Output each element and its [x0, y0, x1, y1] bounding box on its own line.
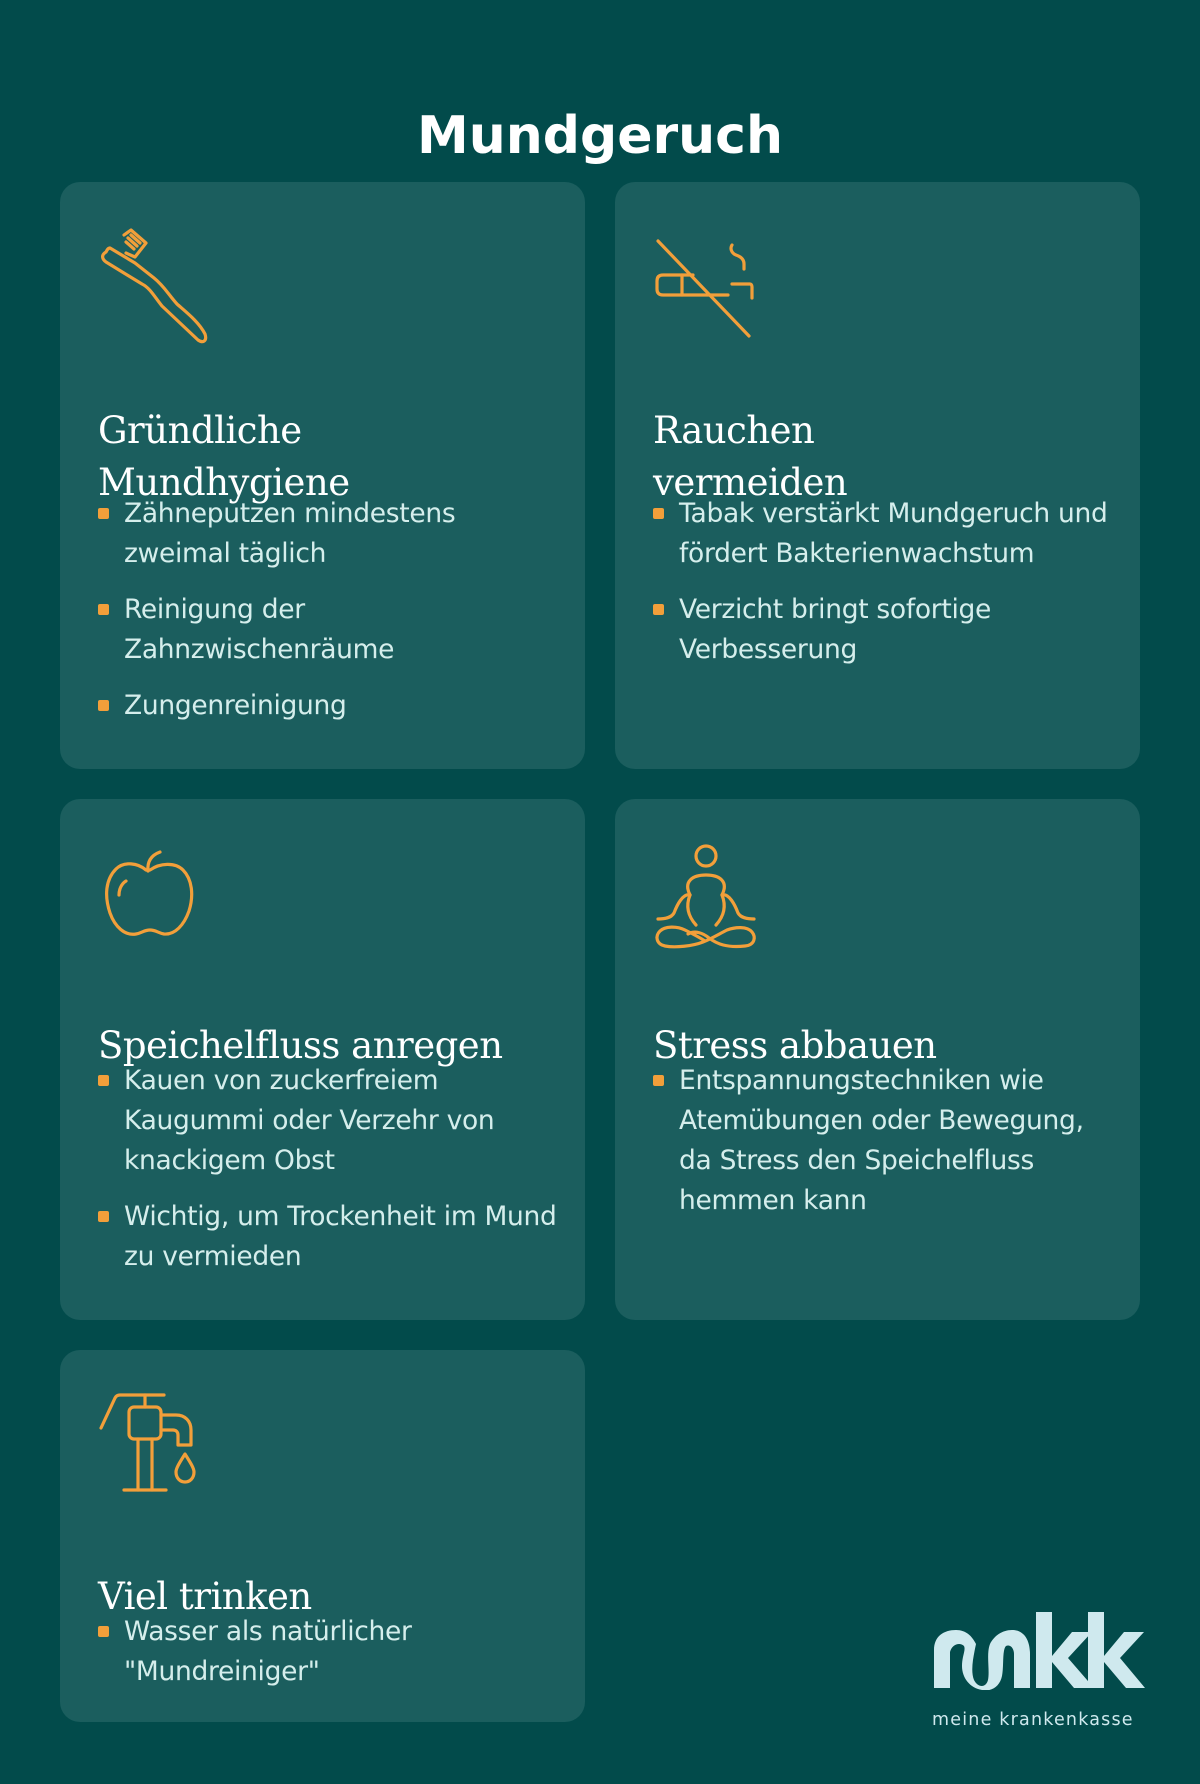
water-tap-icon [98, 1390, 208, 1510]
list-item: Entspannungstechniken wie Atemübungen oder Bewegung, da Stress den Speichelfluss hemmen kann [653, 1061, 1120, 1221]
list-item: Wasser als natürlicher "Mundreiniger" [98, 1612, 565, 1692]
tip-card-stress [615, 799, 1140, 1320]
tip-card-speichelfluss [60, 799, 585, 1320]
bullet-icon [98, 1075, 109, 1086]
tip-card-mundhygiene [60, 182, 585, 769]
list-item: Wichtig, um Trockenheit im Mund zu vermieden [98, 1197, 565, 1277]
bullet-icon [98, 604, 109, 615]
bullet-icon [98, 700, 109, 711]
toothbrush-icon [98, 226, 208, 346]
list-item: Zungenreinigung [98, 686, 565, 726]
list-item: Verzicht bringt sofortige Verbesserung [653, 590, 1120, 670]
list-item: Kauen von zuckerfreiem Kaugummi oder Verzehr von knackigem Obst [98, 1061, 565, 1181]
no-smoking-icon [653, 234, 763, 354]
bullet-list [98, 1061, 565, 1293]
mkk-logo-mark-icon [930, 1610, 1145, 1690]
card-title: Gründliche Mundhygiene [98, 408, 350, 504]
bullet-list [653, 494, 1120, 686]
logo-tagline: meine krankenkasse [932, 1710, 1134, 1730]
bullet-icon [98, 1626, 109, 1637]
tip-card-trinken [60, 1350, 585, 1722]
list-item: Tabak verstärkt Mundgeruch und fördert Bakterienwachstum [653, 494, 1120, 574]
bullet-icon [653, 604, 664, 615]
bullet-icon [98, 1211, 109, 1222]
meditation-icon [653, 845, 763, 965]
card-title: Speichelfluss anregen [98, 1023, 503, 1067]
bullet-list [653, 1061, 1120, 1237]
bullet-list [98, 494, 565, 742]
bullet-icon [653, 1075, 664, 1086]
bullet-icon [653, 508, 664, 519]
bullet-list [98, 1612, 565, 1708]
list-item: Zähneputzen mindestens zweimal täglich [98, 494, 565, 574]
card-title: Rauchen vermeiden [653, 408, 848, 504]
card-title: Viel trinken [98, 1574, 312, 1618]
bullet-icon [98, 508, 109, 519]
list-item: Reinigung der Zahnzwischenräume [98, 590, 565, 670]
card-title: Stress abbauen [653, 1023, 937, 1067]
page-title: Mundgeruch [416, 105, 783, 166]
tip-card-rauchen [615, 182, 1140, 769]
apple-icon [98, 847, 208, 967]
mkk-logo [930, 1610, 1145, 1730]
